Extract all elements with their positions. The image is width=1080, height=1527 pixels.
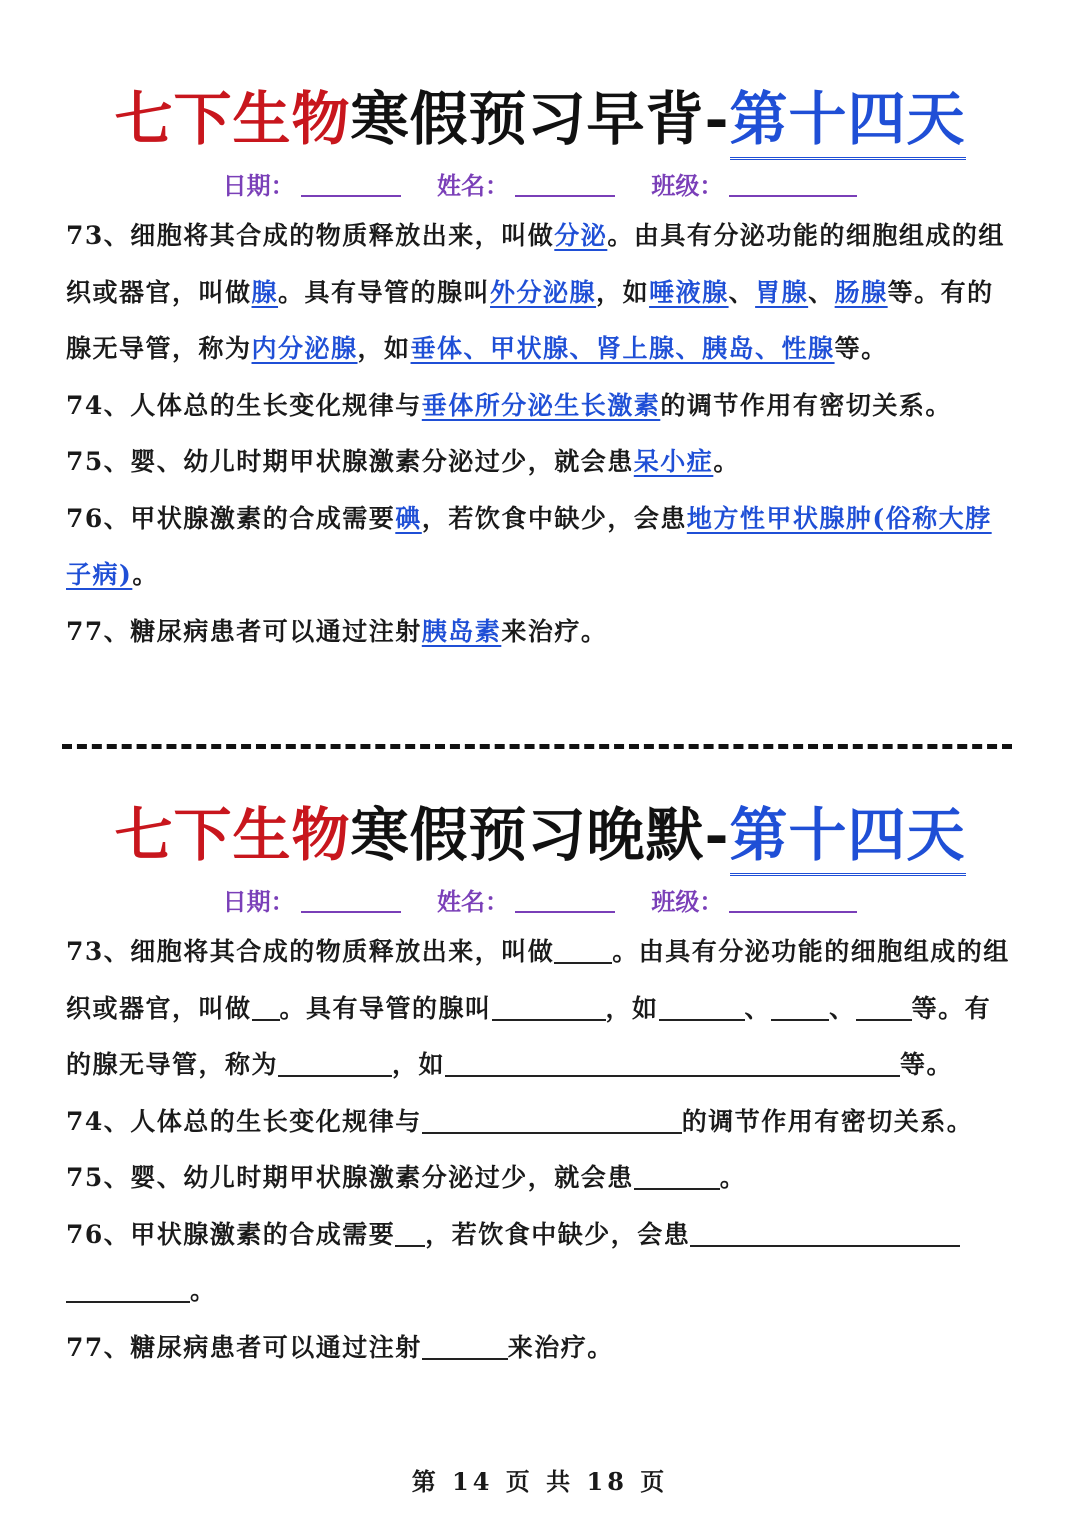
q73-blank-5[interactable] bbox=[771, 993, 829, 1021]
q76-text-2: ，若饮食中缺少，会患 bbox=[421, 503, 687, 533]
date-blank[interactable] bbox=[301, 175, 401, 197]
q77-blank-1[interactable] bbox=[422, 1332, 508, 1360]
morning-title-black: 寒假预习早背- bbox=[350, 85, 730, 153]
q75-blank-1[interactable] bbox=[634, 1162, 720, 1190]
q76-blank-text-3: 。 bbox=[190, 1276, 217, 1305]
q74-blank-text-2: 的调节作用有密切关系。 bbox=[681, 1106, 974, 1136]
q73-text-2: 。由具有分泌功能的细胞组成的组织或器官，叫做 bbox=[66, 221, 1005, 307]
q73-blank-3[interactable] bbox=[492, 993, 606, 1021]
question-76 bbox=[66, 491, 1016, 604]
q77-blank-text-2: 来治疗。 bbox=[507, 1332, 614, 1362]
q73-blank-text-5: 等。有的腺无导管，称为 bbox=[66, 993, 992, 1079]
class-field bbox=[651, 166, 857, 201]
question-73 bbox=[66, 208, 1016, 378]
q76-text-3: 。 bbox=[132, 560, 159, 589]
name-label: 姓名： bbox=[437, 172, 509, 200]
q73-blank-7[interactable] bbox=[278, 1049, 392, 1077]
q73-answer-1: 分泌 bbox=[554, 221, 608, 250]
q73-blank-2[interactable] bbox=[252, 993, 280, 1021]
name-label-evening: 姓名： bbox=[437, 888, 509, 916]
q73-blank-sep-1: 、 bbox=[744, 993, 772, 1023]
q73-sep-1: 、 bbox=[728, 277, 756, 307]
page-number: 第 14 页 共 18 页 bbox=[411, 1467, 669, 1496]
date-label-evening: 日期： bbox=[222, 888, 295, 916]
name-field bbox=[437, 166, 615, 201]
q77-text-2: 来治疗。 bbox=[501, 616, 608, 646]
q75-text-2: 。 bbox=[713, 447, 740, 476]
q77-blank-text-1: 77、糖尿病患者可以通过注射 bbox=[66, 1332, 422, 1362]
q75-answer-1: 呆小症 bbox=[633, 447, 714, 476]
q73-text-4: ，如 bbox=[596, 277, 650, 307]
class-label-evening: 班级： bbox=[651, 888, 724, 916]
question-75 bbox=[66, 434, 1016, 491]
q73-answer-7: 内分泌腺 bbox=[251, 334, 358, 363]
q73-text-1: 73、细胞将其合成的物质释放出来，叫做 bbox=[66, 221, 555, 250]
date-blank-evening[interactable] bbox=[301, 891, 401, 913]
q74-blank-1[interactable] bbox=[422, 1106, 682, 1134]
q73-blank-8[interactable] bbox=[445, 1049, 900, 1077]
q76-blank-1[interactable] bbox=[395, 1219, 425, 1247]
q73-text-5: 等。有的腺无导管，称为 bbox=[66, 277, 994, 363]
q73-answer-3: 外分泌腺 bbox=[490, 277, 597, 307]
q73-blank-text-4: ，如 bbox=[605, 993, 659, 1023]
evening-title-black: 寒假预习晚默- bbox=[350, 801, 730, 869]
q73-answer-6: 肠腺 bbox=[834, 277, 888, 307]
q73-answer-8: 垂体、甲状腺、肾上腺、胰岛、性腺 bbox=[410, 334, 835, 363]
question-77-blank bbox=[66, 1320, 1016, 1377]
q73-blank-6[interactable] bbox=[856, 993, 912, 1021]
name-blank[interactable] bbox=[515, 175, 615, 197]
q75-blank-text-2: 。 bbox=[719, 1163, 747, 1192]
q73-blank-text-2: 。由具有分泌功能的细胞组成的组织或器官，叫做 bbox=[66, 937, 1010, 1023]
q75-blank-text-1: 75、婴、幼儿时期甲状腺激素分泌过少，就会患 bbox=[66, 1163, 634, 1192]
q77-text-1: 77、糖尿病患者可以通过注射 bbox=[66, 616, 422, 646]
question-76-blank bbox=[66, 1207, 1016, 1320]
q73-blank-4[interactable] bbox=[659, 993, 745, 1021]
class-field-evening bbox=[651, 882, 857, 917]
q73-blank-1[interactable] bbox=[554, 936, 612, 964]
question-74 bbox=[66, 378, 1016, 435]
evening-questions bbox=[66, 924, 1016, 1376]
q74-answer-1: 垂体所分泌生长激素 bbox=[421, 390, 661, 420]
class-label: 班级： bbox=[651, 172, 724, 200]
q74-blank-text-1: 74、人体总的生长变化规律与 bbox=[66, 1106, 422, 1136]
date-label: 日期： bbox=[222, 172, 295, 200]
evening-title bbox=[0, 788, 1080, 872]
name-blank-evening[interactable] bbox=[515, 891, 615, 913]
q73-blank-text-3: 。具有导管的腺叫 bbox=[279, 993, 492, 1023]
q74-text-2: 的调节作用有密切关系。 bbox=[660, 390, 952, 420]
morning-title bbox=[0, 72, 1080, 156]
class-blank-evening[interactable] bbox=[729, 891, 857, 913]
q73-answer-2: 腺 bbox=[251, 277, 279, 307]
q73-text-3: 。具有导管的腺叫 bbox=[278, 277, 491, 307]
q77-answer-1: 胰岛素 bbox=[421, 616, 502, 646]
q76-text-1: 76、甲状腺激素的合成需要 bbox=[66, 503, 396, 533]
q73-sep-2: 、 bbox=[808, 277, 835, 307]
class-blank[interactable] bbox=[729, 175, 857, 197]
question-73-blank bbox=[66, 924, 1016, 1094]
date-field bbox=[223, 166, 401, 201]
q76-answer-2: 地方性甲状腺肿(俗称大脖子病) bbox=[66, 503, 992, 589]
q73-blank-text-6: ，如 bbox=[392, 1050, 446, 1079]
morning-title-blue: 第十四天 bbox=[730, 72, 966, 156]
section-divider bbox=[62, 744, 1012, 749]
q75-text-1: 75、婴、幼儿时期甲状腺激素分泌过少，就会患 bbox=[66, 447, 634, 476]
morning-title-red: 七下生物 bbox=[114, 85, 351, 153]
morning-info-line bbox=[0, 166, 1080, 201]
q73-text-7: 等。 bbox=[834, 334, 888, 363]
question-74-blank bbox=[66, 1094, 1016, 1151]
morning-questions bbox=[66, 208, 1016, 660]
evening-info-line bbox=[0, 882, 1080, 917]
q73-answer-5: 胃腺 bbox=[755, 277, 809, 307]
q76-blank-text-2: ，若饮食中缺少，会患 bbox=[425, 1219, 691, 1249]
evening-title-blue: 第十四天 bbox=[730, 788, 966, 872]
question-75-blank bbox=[66, 1150, 1016, 1207]
q73-blank-text-7: 等。 bbox=[900, 1050, 954, 1079]
q73-text-6: ，如 bbox=[357, 334, 411, 363]
q73-blank-text-1: 73、细胞将其合成的物质释放出来，叫做 bbox=[66, 937, 555, 966]
date-field-evening bbox=[223, 882, 401, 917]
q73-answer-4: 唾液腺 bbox=[649, 277, 729, 307]
q76-blank-2a[interactable] bbox=[690, 1219, 960, 1247]
q76-blank-text-1: 76、甲状腺激素的合成需要 bbox=[66, 1219, 396, 1249]
evening-title-red: 七下生物 bbox=[114, 801, 351, 869]
name-field-evening bbox=[437, 882, 615, 917]
q76-answer-1: 碘 bbox=[395, 503, 422, 533]
q73-blank-sep-2: 、 bbox=[829, 993, 856, 1023]
q76-blank-2b[interactable] bbox=[66, 1275, 190, 1303]
q74-text-1: 74、人体总的生长变化规律与 bbox=[66, 390, 422, 420]
question-77 bbox=[66, 604, 1016, 661]
